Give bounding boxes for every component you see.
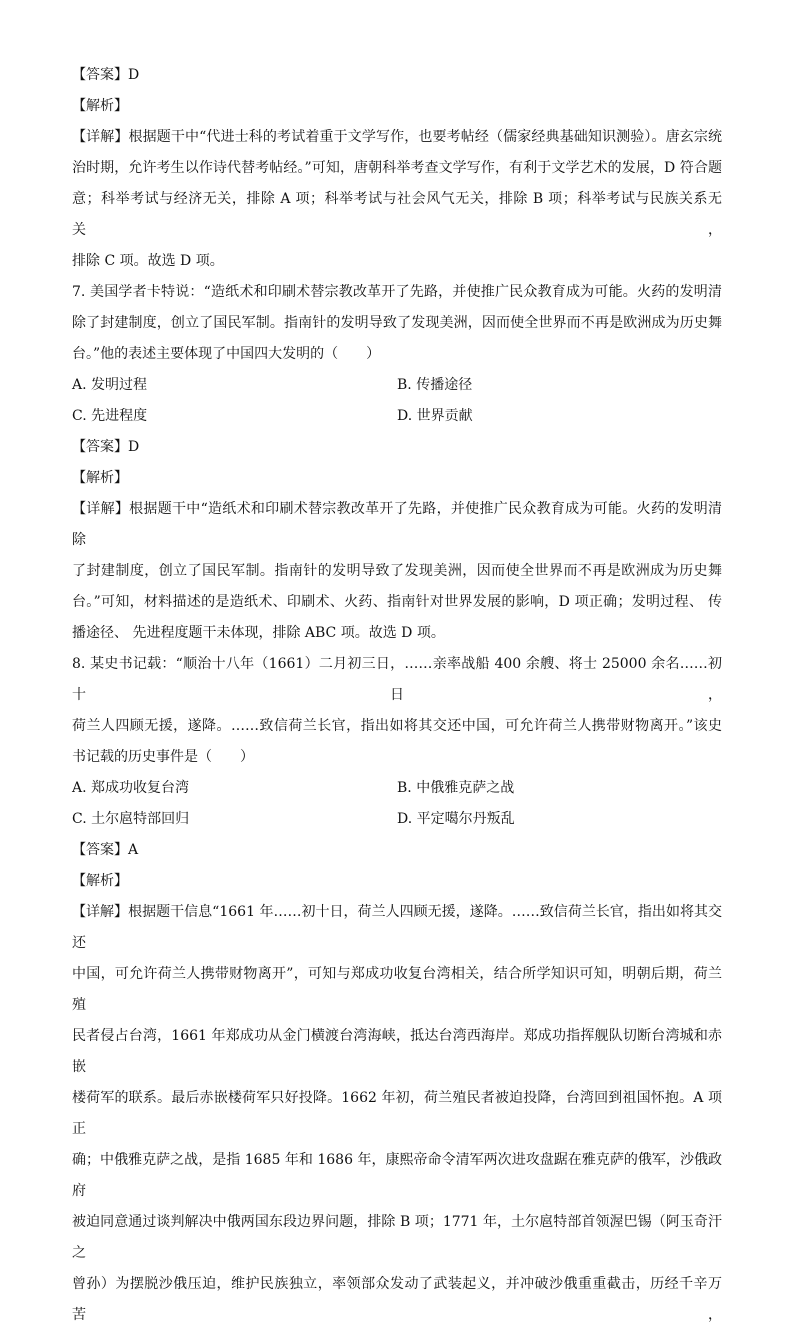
q8-detail-line: 确；中俄雅克萨之战，是指 1685 年和 1686 年，康熙帝命令清军两次进攻盘踞在雅克萨的俄军，沙俄政府 <box>72 1152 722 1199</box>
q8-answer: 【答案】A <box>72 842 139 858</box>
q8-detail-line: 被迫同意通过谈判解决中俄两国东段边界问题，排除 B 项；1771 年，土尔扈特部首领渥巴锡（阿玉奇汗之 <box>72 1214 722 1261</box>
q8-detail-line: 曾孙）为摆脱沙俄压迫，维护民族独立，率领部众发动了武装起义，并冲破沙俄重重截击，历经千辛万苦， <box>72 1276 722 1323</box>
q8-stem-line: 荷兰人四顾无援，遂降。……致信荷兰长官，指出如将其交还中国，可允许荷兰人携带财物离开。”该史 <box>72 718 722 734</box>
q7-detail-line: 台。”可知，材料描述的是造纸术、印刷术、火药、指南针对世界发展的影响，D 项正确；发明过程、 传 <box>72 594 722 610</box>
q6-detail-line: 治时期，允许考生以作诗代替考帖经。”可知，唐朝科举考查文学写作，有利于文学艺术的发展，D 符合题 <box>72 160 722 176</box>
q8-options-row <box>72 804 722 835</box>
q6-analysis-label: 【解析】 <box>72 98 128 114</box>
q8-detail-line: 中国，可允许荷兰人携带财物离开”，可知与郑成功收复台湾相关，结合所学知识可知，明朝后期，荷兰殖 <box>72 966 722 1013</box>
q7-answer: 【答案】D <box>72 439 140 455</box>
q7-detail-line: 了封建制度，创立了国民军制。指南针的发明导致了发现美洲，因而使全世界而不再是欧洲成为历史舞 <box>72 563 722 579</box>
q7-option-c: C. 先进程度 <box>72 408 148 424</box>
q7-options-row <box>72 401 722 432</box>
q7-detail-line: 【详解】根据题干中“造纸术和印刷术替宗教改革开了先路，并使推广民众教育成为可能。火药的发明清除 <box>72 501 722 548</box>
q8-detail-line: 楼荷军的联系。最后赤嵌楼荷军只好投降。1662 年初，荷兰殖民者被迫投降，台湾回到祖国怀抱。A 项正 <box>72 1090 722 1137</box>
q8-stem-line: 书记载的历史事件是（ ） <box>72 749 254 765</box>
q8-option-b: B. 中俄雅克萨之战 <box>397 780 515 796</box>
q7-option-d: D. 世界贡献 <box>397 408 473 424</box>
q7-stem-line: 除了封建制度，创立了国民军制。指南针的发明导致了发现美洲，因而使全世界而不再是欧洲成为历史舞 <box>72 315 722 331</box>
q7-options-row <box>72 370 722 401</box>
q6-answer: 【答案】D <box>72 67 140 83</box>
q8-options-row <box>72 773 722 804</box>
q8-detail-line: 【详解】根据题干信息“1661 年……初十日，荷兰人四顾无援，遂降。……致信荷兰长官，指出如将其交还 <box>72 904 722 951</box>
q7-detail-line: 播途径、 先进程度题干未体现，排除 ABC 项。故选 D 项。 <box>72 625 445 641</box>
q7-analysis-label: 【解析】 <box>72 470 128 486</box>
q7-option-a: A. 发明过程 <box>72 377 148 393</box>
q7-option-b: B. 传播途径 <box>397 377 473 393</box>
document-body <box>72 60 722 1331</box>
q7-stem-line: 7. 美国学者卡特说：“造纸术和印刷术替宗教改革开了先路，并使推广民众教育成为可能。火药的发明清 <box>72 284 722 300</box>
q6-detail-line: 【详解】根据题干中“代进士科的考试着重于文学写作，也要考帖经（儒家经典基础知识测验）。唐玄宗统 <box>72 129 722 145</box>
q8-detail-line: 民者侵占台湾，1661 年郑成功从金门横渡台湾海峡，抵达台湾西海岸。郑成功指挥舰队切断台湾城和赤嵌 <box>72 1028 722 1075</box>
q8-option-a: A. 郑成功收复台湾 <box>72 780 190 796</box>
q8-stem-line: 8. 某史书记载：“顺治十八年（1661）二月初三日，……亲率战船 400 余艘、将士 25000 余名……初十日， <box>72 656 722 703</box>
q6-detail-line: 意；科举考试与经济无关，排除 A 项；科举考试与社会风气无关，排除 B 项；科举考试与民族关系无关， <box>72 191 722 238</box>
q8-analysis-label: 【解析】 <box>72 873 128 889</box>
q8-option-c: C. 土尔扈特部回归 <box>72 811 190 827</box>
q6-detail-line: 排除 C 项。故选 D 项。 <box>72 253 224 269</box>
q7-stem-line: 台。”他的表述主要体现了中国四大发明的（ ） <box>72 346 381 362</box>
q8-option-d: D. 平定噶尔丹叛乱 <box>397 811 515 827</box>
